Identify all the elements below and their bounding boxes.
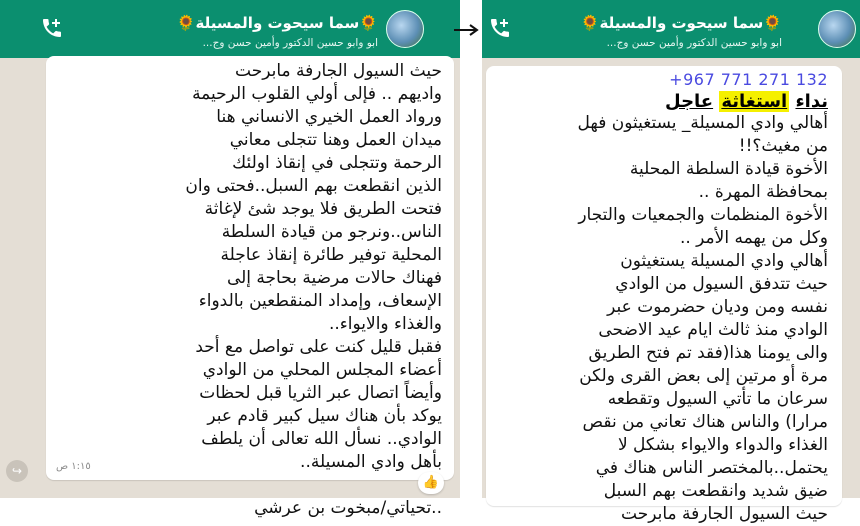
divider [460, 0, 482, 498]
heading-word-call: نداء [795, 91, 828, 112]
reaction-badge[interactable]: 👍 [418, 472, 444, 494]
message-bubble[interactable] [46, 56, 454, 518]
chat-title: 🌻سما سيحوت والمسيلة🌻 [176, 14, 378, 32]
message-text: حيث السيول الجارفة مابرحت واديهم .. فإلى أولي القلوب الرحيمة ورواد العمل الخيري الانساني هنا ميدان العمل وهنا تتجلى معاني الرحمة وتتجلى في إنقاذ اولئك الذين انقطعت بهم السبل..فحتى وان فتحت الطريق فلا يوجد شئ لإغاثة الناس..ونرجو من قيادة السلطة المحلية توفير طائرة إنقاذ عاجلة فهناك حالات مرضية بحاجة إلى الإسعاف، وإمداد المنقطعين بالدواء والغذاء والايواء.. فقبل قليل كنت على تواصل مع أحد أعضاء المجلس المحلي من الوادي وأيضاً اتصال عبر الثريا قبل لحظات يوكد بأن هناك سيل كبير قادم عبر الوادي.. نسأل الله تعالى أن يلطف بأهل وادي المسيلة.. ..تحياتي/مبخوت بن عرشي [185, 61, 442, 518]
chat-header[interactable] [0, 0, 460, 58]
message-bubble[interactable] [486, 66, 842, 524]
chat-title: 🌻سما سيحوت والمسيلة🌻 [580, 14, 782, 32]
right-chat-screenshot [482, 0, 860, 524]
group-avatar[interactable] [818, 10, 856, 48]
message-time: ١:١٥ ص [56, 461, 91, 472]
call-add-icon[interactable] [40, 16, 64, 40]
arrow-right-icon [452, 22, 482, 38]
sender-phone-link[interactable]: +967 771 271 132 [669, 70, 828, 89]
call-add-icon[interactable] [488, 16, 512, 40]
heading-word-distress: استغاثة [721, 91, 788, 112]
message-heading [494, 91, 828, 112]
message-text: أهالي وادي المسيلة_ يستغيثون فهل من مغيث؟!! الأخوة قيادة السلطة المحلية بمحافظة المهرة .. الأخوة المنظمات والجمعيات والتجار وكل من يهمه الأمر .. أهالي وادي المسيلة يستغيثون حيث تتدفق السيول من الوادي نفسه ومن وديان حضرموت عبر الوادي منذ ثالث ايام عيد الاضحى والى يومنا هذا(فقد تم فتح الطريق مرة أو مرتين إلى بعض القرى ولكن سرعان ما تأتي السيول وتقطعه مرارا) والناس هناك تعاني من نقص الغذاء والدواء والايواء بشكل لا يحتمل..بالمختصر الناس هناك في ضيق شديد وانقطعت بهم السبل حيث السيول الجارفة مابرحت [577, 113, 828, 524]
heading-word-urgent: عاجل [665, 91, 714, 112]
chat-participants: ابو وابو حسين الدكتور وأمين حسن وج... [606, 37, 782, 49]
group-avatar[interactable] [386, 10, 424, 48]
chat-header[interactable] [482, 0, 860, 58]
share-icon[interactable]: ↪ [6, 460, 28, 482]
chat-participants: ابو وابو حسين الدكتور وأمين حسن وج... [202, 37, 378, 49]
